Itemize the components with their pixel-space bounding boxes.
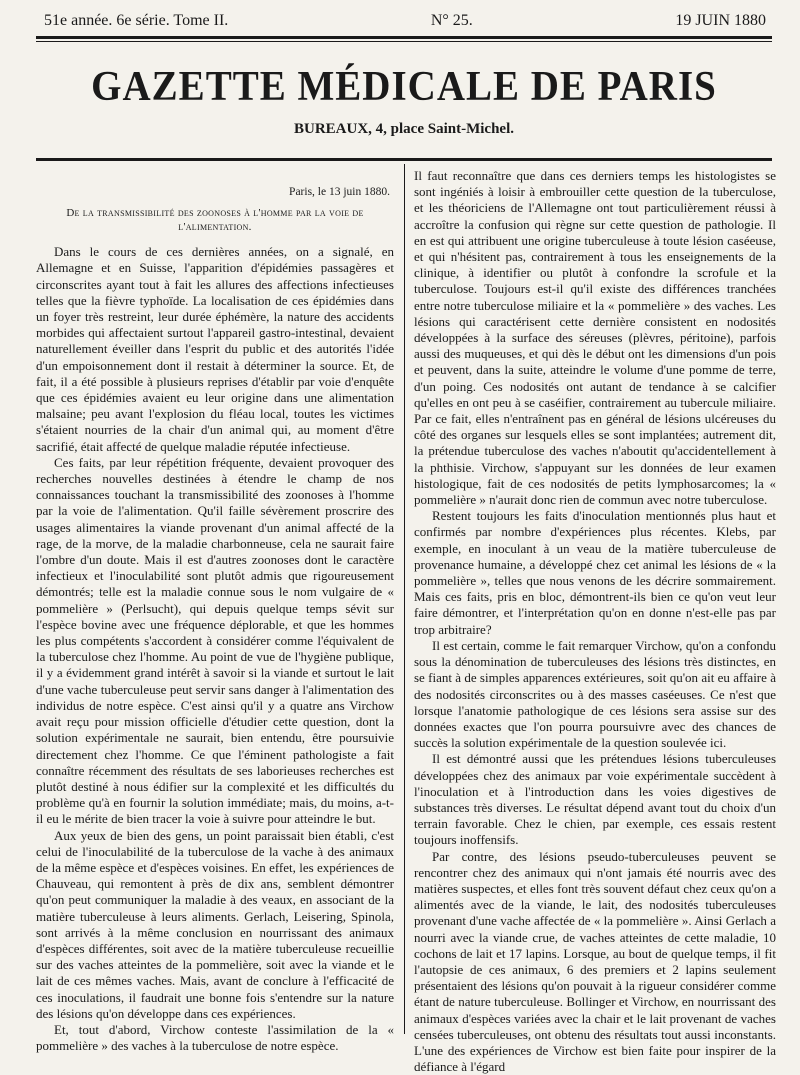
masthead-rule — [36, 158, 772, 161]
paragraph: Aux yeux de bien des gens, un point paraissait bien établi, c'est celui de l'inoculabilité de la tuberculose de la vache à des animaux de la même espèce et d'espèces voisines. En effet, les expériences de Chauveau, qui remontent à près de dix ans, semblent démontrer qu'on peut communiquer la maladie à des veaux, en associant de la matière tuberculeuse à leurs aliments. Gerlach, Leisering, Spinola, sont arrivés à la même conclusion en nourrissant des animaux d'espèces différentes, soit avec de la matière tuberculeuse recueillie sur des vaches atteintes de la pommelière, soit avec la viande et le lait de ces mêmes vaches. Mais, avant de conclure à l'efficacité de ces inoculations, il faudrait une bonne fois s'entendre sur la nature des lésions qu'on développe dans ces expériences. — [36, 827, 394, 1021]
issue-date: 19 JUIN 1880 — [675, 12, 766, 29]
paragraph: Ces faits, par leur répétition fréquente, devaient provoquer des recherches nouvelles destinées à étendre le champ de nos connaissances touchant la transmissibilité des zoonoses à l'homme par la voie de l'alimentation. Qu'il faille sévèrement proscrire des usages alimentaires la viande provenant d'un animal affecté de la rage, de la morve, de la maladie charbonneuse, cela ne saurait faire l'ombre d'un doute. Mais il est d'autres zoonoses dont le caractère infectieux et l'inoculabilité sont plutôt admis que rigoureusement démontrés; telle est la maladie connue sous le nom vulgaire de « pommelière » (Perlsucht), qui depuis quelque temps sévit sur l'espèce bovine avec une fréquence déplorable, et que les hommes les plus compétents s'accordent à considérer comme l'équivalent de la tuberculose chez l'homme. Au point de vue de l'hygiène publique, il y a évidemment grand intérêt à savoir si la viande et surtout le lait d'une vache tuberculeuse peut servir sans danger à l'alimentation des individus de notre espèce. C'est ainsi qu'il y a quatre ans Virchow avait reçu pour mission officielle d'étudier cette question, dont la solution expérimentale ne saurait, bien entendu, être poursuivie directement chez l'homme. Ce que l'éminent pathologiste a fait connaître récemment des résultats de ses laborieuses recherches est plutôt destiné à nous édifier sur la complexité et les difficultés du problème qu'à en fournir la solution immédiate; mais, du moins, a-t-il eu le mérite de bien tracer la voie à suivre pour atteindre le but. — [36, 454, 394, 827]
right-column — [414, 168, 776, 1075]
volume-info: 51e année. 6e série. Tome II. — [44, 12, 229, 29]
paragraph: Dans le cours de ces dernières années, on a signalé, en Allemagne et en Suisse, l'apparition d'épidémies passagères et circonscrites ayant tout à fait les allures des affections infectieuses telles que la fièvre typhoïde. La localisation de ces épidémies dans un foyer très restreint, leur durée éphémère, la nature des accidents morbides qui affectaient surtout l'appareil gastro-intestinal, devaient naturellement éveiller dans l'esprit du public et des autorités l'idée d'un empoisonnement dont il restait à déterminer la source. Et, de fait, il a été possible à plusieurs reprises d'établir par voie d'enquête que ces épidémies avaient eu leur origine dans une alimentation malsaine; peu avant l'explosion du fléau local, toutes les victimes s'étaient nourries de la chair d'un animal qui, au moment d'être sacrifié, était affecté de quelque maladie réputée infectieuse. — [36, 244, 394, 454]
column-divider — [404, 164, 405, 1034]
paragraph: Et, tout d'abord, Virchow conteste l'assimilation de la « pommelière » des vaches à la tuberculose de notre espèce. — [36, 1021, 394, 1054]
paragraph: Il est certain, comme le fait remarquer Virchow, qu'on a confondu sous la dénomination de tuberculeuses des lésions très distinctes, en se fiant à de simples apparences extérieures, soit qu'on ait eu affaire à des nodosités circonscrites ou à des masses caséeuses. Ce n'est que lorsque l'anatomie pathologique de ces lésions sera assise sur des données exactes que l'on pourra poursuivre avec des chances de succès la solution expérimentale de la question soulevée ici. — [414, 637, 776, 751]
issue-line — [44, 12, 766, 30]
article-heading: De la transmissibilité des zoonoses à l'homme par la voie de l'alimentation. — [66, 207, 364, 234]
paragraph: Restent toujours les faits d'inoculation mentionnés plus haut et confirmés par nombre d'expériences plus récentes. Klebs, par exemple, en inoculant à un veau de la matière tuberculeuse de provenance humaine, a développé chez cet animal les lésions de « la pommelière », telles que nous venons de les décrire sommairement. Mais ces faits, pris en bloc, démontrent-ils bien ce qu'on veut leur faire démontrer, et l'interprétation qu'on en donne n'est-elle pas par trop arbitraire? — [414, 508, 776, 637]
paragraph: Il est démontré aussi que les prétendues lésions tuberculeuses développées chez des animaux par voie expérimentale succèdent à l'inoculation et à l'introduction dans les voies digestives de substances très diverses. Le résultat dépend avant tout du choix d'un terrain favorable. Chez le chien, par exemple, ces essais restent toujours inoffensifs. — [414, 751, 776, 848]
top-rule — [36, 36, 772, 39]
top-rule-thin — [36, 41, 772, 42]
issue-number: N° 25. — [430, 12, 473, 29]
bureaux-address: BUREAUX, 4, place Saint-Michel. — [294, 121, 514, 137]
masthead-title: GAZETTE MÉDICALE DE PARIS — [91, 63, 717, 110]
left-column — [36, 168, 394, 1054]
dateline: Paris, le 13 juin 1880. — [289, 186, 390, 198]
paragraph: Il faut reconnaître que dans ces derniers temps les histologistes se sont ingéniés à loisir à embrouiller cette question de la tuberculose, et les théoriciens de l'Allemagne ont tout particulièrement réussi à accroître la confusion qui règne sur cette question de pathologie. Il en est qui attribuent une origine tuberculeuse à toute lésion caséeuse, et qui n'hésitent pas, contrairement à tous les enseignements de la clinique, à identifier ou plutôt à confondre la scrofule et la tuberculose. Toujours est-il qu'il existe des différences tranchées entre notre tuberculose miliaire et la « pommelière » des vaches. Les lésions qui caractérisent cette dernière consistent en nodosités développées à la surface des séreuses (plèvres, péritoine), parfois aussi des muqueuses, et qui dès le début ont les dimensions d'un pois et peuvent, dans la suite, atteindre le volume d'une pomme de terre, d'un poing. Ces nodosités ont autant de tendance à se calcifier qu'elles en ont peu à se caséifier, contrairement au tubercule miliaire. Par ce fait, elles n'entraînent pas en général de lésions ulcéreuses du côté des organes sur lesquels elles se sont implantées; autrement dit, la prétendue tuberculose des vaches n'aboutit qu'accidentellement à la phthisie. Virchow, s'appuyant sur les données de leur examen histologique, fait de ces nodosités de petits lymphosarcomes; la « pommelière » n'aurait donc rien de commun avec notre tuberculose. — [414, 168, 776, 508]
paragraph: Par contre, des lésions pseudo-tuberculeuses peuvent se rencontrer chez des animaux qui n'ont jamais été nourris avec des matières suspectes, et elles font très souvent défaut chez ceux qu'on a alimentés avec de la viande, le lait, des nodosités tuberculeuses provenant d'une vache affectée de « la pommelière ». Ainsi Gerlach a nourri avec la viande crue, de vaches atteintes de cette maladie, 10 cochons de lait et 17 lapins. Lorsque, au bout de quelque temps, il fit l'autopsie de ces animaux, 6 des premiers et 2 lapins seulement présentaient des lésions qu'on pouvait à la rigueur considérer comme étant de nature tuberculeuse. Bollinger et Virchow, en nourrissant des animaux d'espèces variées avec la chair et le lait provenant de vaches censées tuberculeuses, ont obtenu des résultats tout aussi inconstants. L'une des expériences de Virchow est bien faite pour inspirer de la défiance à l'égard — [414, 848, 776, 1075]
